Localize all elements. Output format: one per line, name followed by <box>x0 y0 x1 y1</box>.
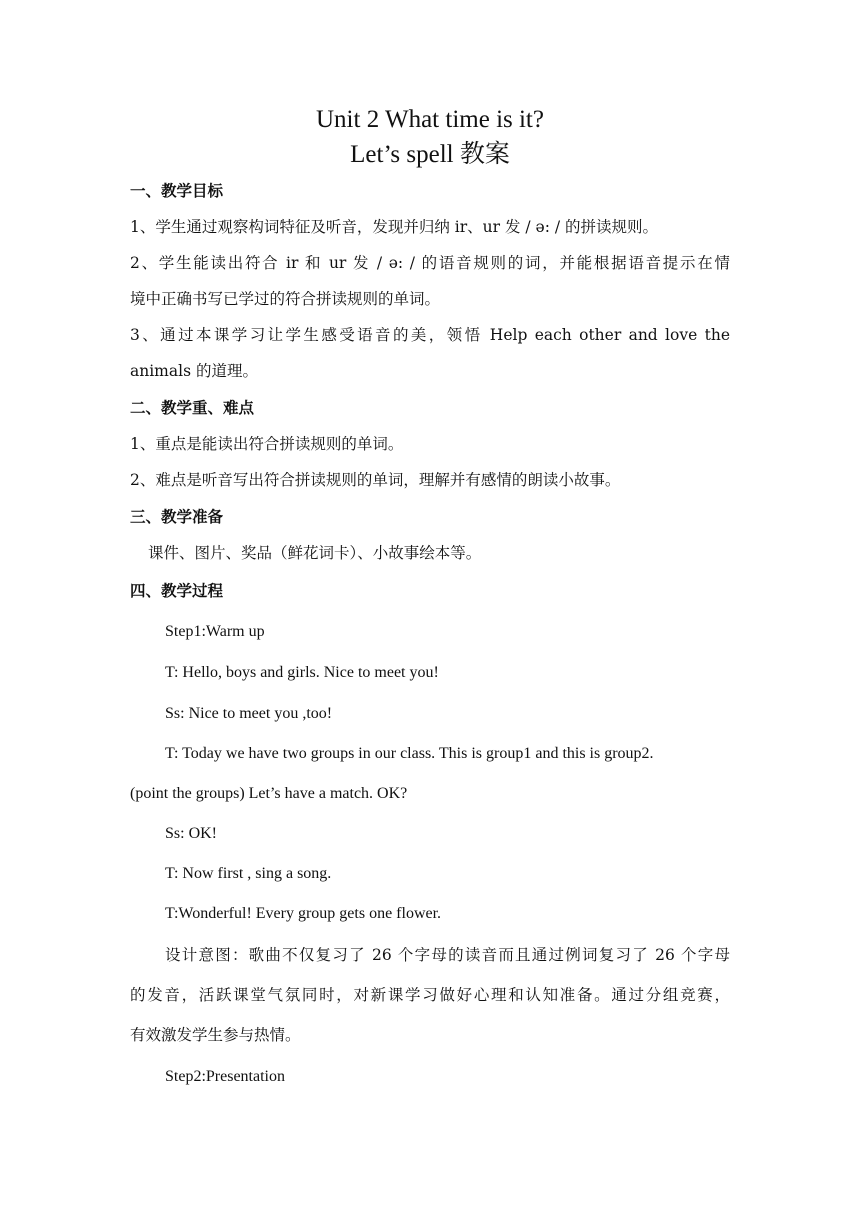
document-title: Unit 2 What time is it? <box>316 106 544 133</box>
section-heading-process: 四、教学过程 <box>130 582 224 600</box>
design-intent-a: 设计意图：歌曲不仅复习了 26 个字母的读音而且通过例词复习了 26 个字母 <box>165 946 730 964</box>
preparation-text: 课件、图片、奖品（鲜花词卡）、小故事绘本等。 <box>148 544 482 562</box>
dialog-line-3b: (point the groups) Let’s have a match. OK? <box>130 785 408 802</box>
section-heading-goals: 一、教学目标 <box>130 182 224 200</box>
subtitle-cn: 教案 <box>459 139 510 168</box>
dialog-line-3a: T: Today we have two groups in our class. This is group1 and this is group2. <box>165 745 654 762</box>
section-heading-keypoints: 二、教学重、难点 <box>130 399 255 417</box>
design-intent-c: 有效激发学生参与热情。 <box>130 1026 301 1044</box>
dialog-line-2: Ss: Nice to meet you ,too! <box>165 705 333 722</box>
dialog-line-5: T: Now first , sing a song. <box>165 865 332 882</box>
goal-item-3a: 3、通过本课学习让学生感受语音的美，领悟 Help each other and love the <box>130 326 730 344</box>
goal-item-2b: 境中正确书写已学过的符合拼读规则的单词。 <box>130 290 441 308</box>
document-subtitle <box>0 138 860 171</box>
goal-item-2a: 2、学生能读出符合 ir 和 ur 发 / ə: / 的语音规则的词，并能根据语音提示在情 <box>130 254 730 272</box>
goal-item-3b: animals 的道理。 <box>130 362 258 380</box>
keypoint-item-2: 2、难点是听音写出符合拼读规则的单词，理解并有感情的朗读小故事。 <box>130 471 621 489</box>
goal-item-1: 1、学生通过观察构词特征及听音，发现并归纳 ir、ur 发 / ə: / 的拼读规则。 <box>130 218 659 236</box>
step1-title: Step1:Warm up <box>165 623 265 640</box>
design-intent-b: 的发音，活跃课堂气氛同时，对新课学习做好心理和认知准备。通过分组竞赛， <box>130 986 730 1004</box>
step2-title: Step2:Presentation <box>165 1068 285 1085</box>
subtitle-en: Let’s spell <box>350 141 460 168</box>
keypoint-item-1: 1、重点是能读出符合拼读规则的单词。 <box>130 435 404 453</box>
dialog-line-4: Ss: OK! <box>165 825 218 842</box>
dialog-line-1: T: Hello, boys and girls. Nice to meet you! <box>165 664 439 681</box>
dialog-line-6: T:Wonderful! Every group gets one flower. <box>165 905 442 922</box>
section-heading-preparation: 三、教学准备 <box>130 508 224 526</box>
